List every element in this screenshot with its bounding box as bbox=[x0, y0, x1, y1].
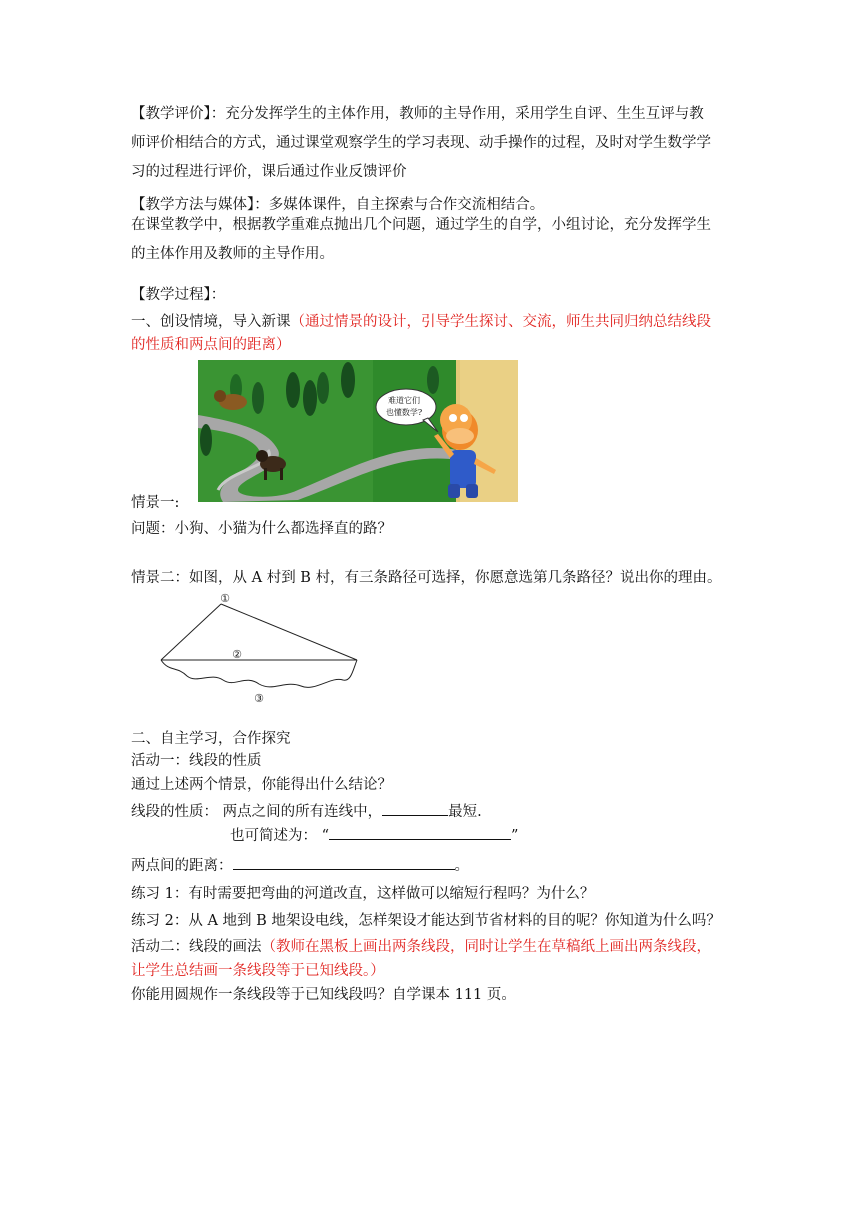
eval-line-2: 师评价相结合的方式，通过课堂观察学生的学习表现、动手操作的过程，及时对学生数学学 bbox=[131, 135, 711, 151]
route-label-2: ② bbox=[232, 648, 242, 661]
question-1: 问题：小狗、小猫为什么都选择直的路？ bbox=[131, 521, 392, 537]
activity1-question: 通过上述两个情景，你能得出什么结论？ bbox=[131, 777, 392, 793]
activity2-line-1 bbox=[131, 937, 711, 957]
eval-line-1: 【教学评价】：充分发挥学生的主体作用，教师的主导作用，采用学生自评、生生互评与教 bbox=[131, 106, 704, 122]
section1-line-2: 的性质和两点间的距离） bbox=[131, 337, 291, 353]
brief-statement-text: 也可简述为： “ bbox=[230, 828, 330, 844]
brief-statement bbox=[230, 825, 518, 846]
route-diagram bbox=[155, 588, 365, 708]
bubble-line-1: 难道它们 bbox=[388, 396, 420, 405]
final-question: 你能用圆规作一条线段等于已知线段吗？自学课本 111 页。 bbox=[131, 987, 516, 1003]
activity1-title: 活动一：线段的性质 bbox=[131, 753, 262, 769]
distance-definition-text: 两点间的距离： bbox=[131, 858, 233, 874]
route-3-curve bbox=[161, 660, 357, 687]
activity2-line-2: 让学生总结画一条线段等于已知线段。） bbox=[131, 963, 385, 979]
section1-note: （通过情景的设计，引导学生探讨、交流，师生共同归纳总结线段 bbox=[290, 314, 711, 330]
scene1-illustration bbox=[198, 360, 518, 502]
section1-line-1 bbox=[131, 312, 711, 332]
exercise-1: 练习 1：有时需要把弯曲的河道改直，这样做可以缩短行程吗？为什么？ bbox=[131, 886, 595, 902]
section2-title: 二、自主学习，合作探究 bbox=[131, 731, 291, 747]
route-label-1: ① bbox=[220, 592, 230, 605]
segment-property-text: 线段的性质： 两点之间的所有连线中， bbox=[131, 804, 383, 820]
brief-statement-end: ” bbox=[511, 828, 519, 844]
route-label-3: ③ bbox=[254, 692, 264, 705]
segment-property bbox=[131, 801, 482, 822]
distance-definition-end: 。 bbox=[454, 858, 469, 874]
answer-blank-2[interactable] bbox=[329, 825, 511, 840]
method-line-3: 的主体作用及教师的主导作用。 bbox=[131, 246, 334, 262]
section1-title: 一、创设情境，导入新课 bbox=[131, 314, 291, 330]
eval-line-3: 习的过程进行评价，课后通过作业反馈评价 bbox=[131, 164, 407, 180]
bubble-line-2: 也懂数学? bbox=[385, 408, 423, 417]
process-heading: 【教学过程】： bbox=[131, 287, 226, 303]
activity2-title: 活动二：线段的画法 bbox=[131, 939, 262, 955]
route-1-left bbox=[161, 604, 221, 660]
scene1-label: 情景一: bbox=[131, 495, 180, 511]
scene2-text: 情景二：如图，从 A 村到 B 村，有三条路径可选择，你愿意选第几条路径？说出你的理由。 bbox=[131, 570, 722, 586]
distance-definition bbox=[131, 855, 469, 876]
method-line-1: 【教学方法与媒体】：多媒体课件，自主探索与合作交流相结合。 bbox=[131, 197, 545, 213]
segment-property-end: 最短. bbox=[448, 804, 482, 820]
method-line-2: 在课堂教学中，根据教学重难点抛出几个问题，通过学生的自学，小组讨论，充分发挥学生 bbox=[131, 217, 711, 233]
answer-blank-3[interactable] bbox=[233, 855, 455, 870]
activity2-note: （教师在黑板上画出两条线段，同时让学生在草稿纸上画出两条线段， bbox=[261, 939, 711, 955]
answer-blank-1[interactable] bbox=[382, 801, 448, 816]
exercise-2: 练习 2：从 A 地到 B 地架设电线，怎样架设才能达到节省材料的目的呢？你知道为什么吗？ bbox=[131, 913, 721, 929]
